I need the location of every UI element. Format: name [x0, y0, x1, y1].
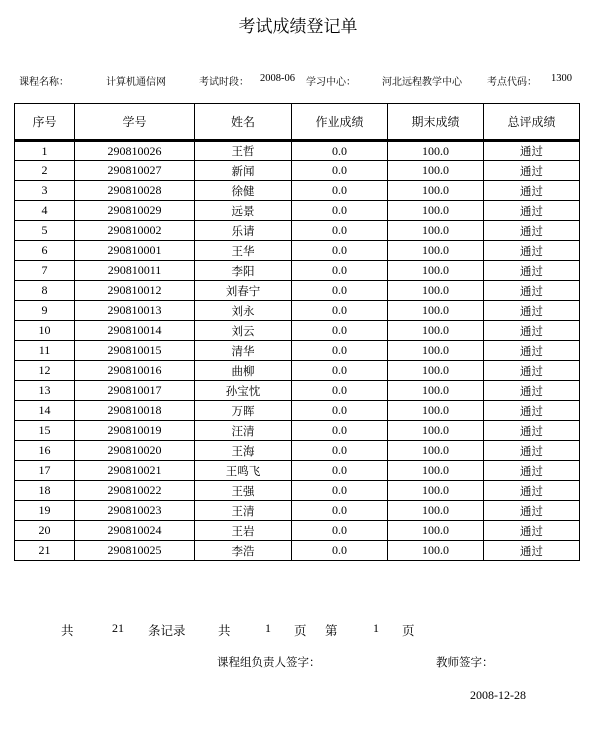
student-id: 290810019 [75, 421, 195, 441]
overall-grade: 通过 [484, 421, 580, 441]
footer-current-page: 1 [373, 621, 379, 635]
table-row [15, 261, 580, 281]
student-id: 290810026 [75, 141, 195, 161]
course-label: 课程名称： [19, 77, 69, 88]
table-row [15, 421, 580, 441]
table-row [15, 501, 580, 521]
homework-score: 0.0 [292, 141, 388, 161]
student-name: 刘云 [195, 321, 292, 341]
student-name: 清华 [195, 341, 292, 361]
table-row [15, 381, 580, 401]
homework-score: 0.0 [292, 461, 388, 481]
student-id: 290810014 [75, 321, 195, 341]
homework-score: 0.0 [292, 401, 388, 421]
student-name: 远景 [195, 201, 292, 221]
overall-grade: 通过 [484, 441, 580, 461]
homework-score: 0.0 [292, 241, 388, 261]
student-name: 刘春宁 [195, 281, 292, 301]
footer-records-label: 条记录 [148, 623, 186, 638]
overall-grade: 通过 [484, 261, 580, 281]
homework-score: 0.0 [292, 201, 388, 221]
table-row [15, 141, 580, 161]
header-homework-score: 作业成绩 [292, 104, 388, 141]
table-row [15, 201, 580, 221]
student-id: 290810015 [75, 341, 195, 361]
row-index: 19 [15, 501, 75, 521]
final-score: 100.0 [388, 441, 484, 461]
exam-code-label: 考点代码： [487, 77, 537, 88]
final-score: 100.0 [388, 261, 484, 281]
overall-grade: 通过 [484, 501, 580, 521]
table-row [15, 221, 580, 241]
homework-score: 0.0 [292, 281, 388, 301]
student-name: 李阳 [195, 261, 292, 281]
overall-grade: 通过 [484, 221, 580, 241]
student-name: 王强 [195, 481, 292, 501]
final-score: 100.0 [388, 281, 484, 301]
footer-record-count: 21 [112, 621, 124, 635]
homework-score: 0.0 [292, 261, 388, 281]
homework-score: 0.0 [292, 301, 388, 321]
student-id: 290810022 [75, 481, 195, 501]
header-name: 姓名 [195, 104, 292, 141]
table-row [15, 401, 580, 421]
footer-page-label-1: 页 [294, 623, 307, 638]
row-index: 13 [15, 381, 75, 401]
student-name: 乐请 [195, 221, 292, 241]
overall-grade: 通过 [484, 401, 580, 421]
row-index: 15 [15, 421, 75, 441]
row-index: 8 [15, 281, 75, 301]
header-final-score: 期末成绩 [388, 104, 484, 141]
row-index: 18 [15, 481, 75, 501]
homework-score: 0.0 [292, 541, 388, 561]
table-row [15, 161, 580, 181]
student-name: 刘永 [195, 301, 292, 321]
final-score: 100.0 [388, 401, 484, 421]
final-score: 100.0 [388, 221, 484, 241]
overall-grade: 通过 [484, 361, 580, 381]
student-name: 王海 [195, 441, 292, 461]
overall-grade: 通过 [484, 481, 580, 501]
final-score: 100.0 [388, 481, 484, 501]
student-id: 290810012 [75, 281, 195, 301]
final-score: 100.0 [388, 521, 484, 541]
overall-grade: 通过 [484, 161, 580, 181]
student-id: 290810017 [75, 381, 195, 401]
footer-page-label-2: 页 [402, 623, 415, 638]
row-index: 9 [15, 301, 75, 321]
homework-score: 0.0 [292, 421, 388, 441]
homework-score: 0.0 [292, 161, 388, 181]
student-name: 汪清 [195, 421, 292, 441]
table-row [15, 241, 580, 261]
student-id: 290810021 [75, 461, 195, 481]
student-id: 290810025 [75, 541, 195, 561]
row-index: 21 [15, 541, 75, 561]
row-index: 10 [15, 321, 75, 341]
student-id: 290810028 [75, 181, 195, 201]
table-header-row [15, 104, 580, 141]
student-name: 王哲 [195, 141, 292, 161]
row-index: 6 [15, 241, 75, 261]
student-name: 孙宝忱 [195, 381, 292, 401]
homework-score: 0.0 [292, 501, 388, 521]
homework-score: 0.0 [292, 481, 388, 501]
teacher-signature-label: 教师签字： [436, 655, 494, 669]
student-name: 曲柳 [195, 361, 292, 381]
final-score: 100.0 [388, 381, 484, 401]
table-row [15, 361, 580, 381]
row-index: 14 [15, 401, 75, 421]
student-id: 290810013 [75, 301, 195, 321]
overall-grade: 通过 [484, 241, 580, 261]
course-value: 计算机通信网 [106, 77, 166, 88]
row-index: 7 [15, 261, 75, 281]
table-row [15, 301, 580, 321]
row-index: 11 [15, 341, 75, 361]
center-value: 河北远程教学中心 [382, 77, 462, 88]
homework-score: 0.0 [292, 181, 388, 201]
homework-score: 0.0 [292, 521, 388, 541]
table-row [15, 541, 580, 561]
final-score: 100.0 [388, 301, 484, 321]
row-index: 3 [15, 181, 75, 201]
header-overall-grade: 总评成绩 [484, 104, 580, 141]
homework-score: 0.0 [292, 381, 388, 401]
exam-code-value: 1300 [551, 73, 572, 84]
table-row [15, 281, 580, 301]
table-row [15, 441, 580, 461]
overall-grade: 通过 [484, 201, 580, 221]
overall-grade: 通过 [484, 301, 580, 321]
final-score: 100.0 [388, 541, 484, 561]
student-name: 王清 [195, 501, 292, 521]
group-leader-signature-label: 课程组负责人签字： [217, 655, 321, 669]
document-date: 2008-12-28 [470, 688, 526, 702]
final-score: 100.0 [388, 361, 484, 381]
overall-grade: 通过 [484, 321, 580, 341]
homework-score: 0.0 [292, 221, 388, 241]
center-label: 学习中心： [306, 77, 356, 88]
student-id: 290810029 [75, 201, 195, 221]
student-name: 王岩 [195, 521, 292, 541]
homework-score: 0.0 [292, 441, 388, 461]
row-index: 5 [15, 221, 75, 241]
row-index: 20 [15, 521, 75, 541]
table-row [15, 521, 580, 541]
header-student-id: 学号 [75, 104, 195, 141]
student-id: 290810011 [75, 261, 195, 281]
student-id: 290810002 [75, 221, 195, 241]
student-id: 290810016 [75, 361, 195, 381]
student-id: 290810024 [75, 521, 195, 541]
final-score: 100.0 [388, 181, 484, 201]
table-row [15, 321, 580, 341]
footer-gong-2: 共 [218, 623, 231, 638]
homework-score: 0.0 [292, 341, 388, 361]
header-index: 序号 [15, 104, 75, 141]
footer-total-pages: 1 [265, 621, 271, 635]
grades-table [14, 103, 580, 561]
document-title: 考试成绩登记单 [238, 17, 358, 37]
student-name: 徐健 [195, 181, 292, 201]
overall-grade: 通过 [484, 181, 580, 201]
student-name: 李浩 [195, 541, 292, 561]
overall-grade: 通过 [484, 541, 580, 561]
final-score: 100.0 [388, 141, 484, 161]
overall-grade: 通过 [484, 381, 580, 401]
student-name: 王华 [195, 241, 292, 261]
student-name: 王鸣飞 [195, 461, 292, 481]
table-body [15, 141, 580, 561]
overall-grade: 通过 [484, 521, 580, 541]
table-row [15, 181, 580, 201]
student-id: 290810001 [75, 241, 195, 261]
table-row [15, 481, 580, 501]
student-id: 290810023 [75, 501, 195, 521]
exam-time-value: 2008-06 [260, 73, 295, 84]
homework-score: 0.0 [292, 321, 388, 341]
row-index: 4 [15, 201, 75, 221]
final-score: 100.0 [388, 241, 484, 261]
row-index: 17 [15, 461, 75, 481]
final-score: 100.0 [388, 461, 484, 481]
row-index: 12 [15, 361, 75, 381]
student-id: 290810018 [75, 401, 195, 421]
final-score: 100.0 [388, 161, 484, 181]
student-name: 新闻 [195, 161, 292, 181]
footer-gong-1: 共 [61, 623, 74, 638]
student-id: 290810027 [75, 161, 195, 181]
final-score: 100.0 [388, 421, 484, 441]
overall-grade: 通过 [484, 461, 580, 481]
overall-grade: 通过 [484, 281, 580, 301]
row-index: 1 [15, 141, 75, 161]
final-score: 100.0 [388, 501, 484, 521]
exam-time-label: 考试时段： [199, 77, 249, 88]
overall-grade: 通过 [484, 141, 580, 161]
final-score: 100.0 [388, 341, 484, 361]
homework-score: 0.0 [292, 361, 388, 381]
row-index: 2 [15, 161, 75, 181]
table-row [15, 341, 580, 361]
final-score: 100.0 [388, 321, 484, 341]
table-row [15, 461, 580, 481]
footer-di: 第 [325, 623, 338, 638]
row-index: 16 [15, 441, 75, 461]
student-id: 290810020 [75, 441, 195, 461]
final-score: 100.0 [388, 201, 484, 221]
student-name: 万晖 [195, 401, 292, 421]
overall-grade: 通过 [484, 341, 580, 361]
